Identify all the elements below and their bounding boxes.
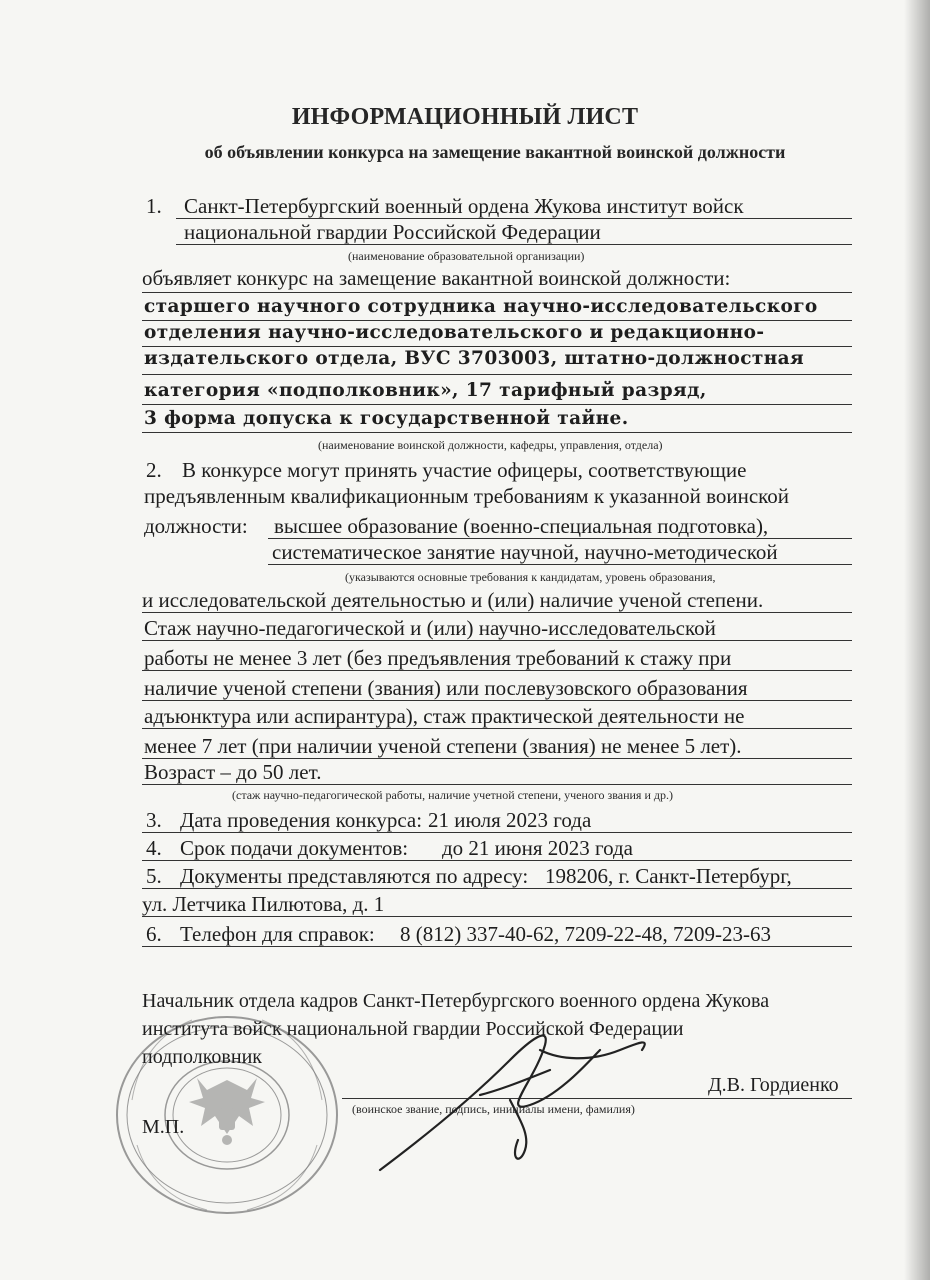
underline	[142, 404, 852, 405]
underline	[268, 538, 852, 539]
underline	[142, 728, 852, 729]
section1-org-caption: (наименование образовательной организации)	[348, 249, 585, 263]
requirement-line: наличие ученой степени (звания) или послевузовского образования	[144, 676, 748, 700]
section3-label: Дата проведения конкурса:	[180, 808, 423, 832]
signatory-name: Д.В. Гордиенко	[708, 1074, 839, 1096]
section6-value: 8 (812) 337-40-62, 7209-22-48, 7209-23-63	[400, 922, 771, 946]
section1-announce: объявляет конкурс на замещение вакантной воинской должности:	[142, 266, 731, 290]
section4-value: до 21 июня 2023 года	[442, 836, 633, 860]
section2-line3-value: высшее образование (военно-специальная подготовка),	[274, 514, 769, 538]
section1-org-line2: национальной гвардии Российской Федерации	[184, 220, 601, 244]
section5-value: 198206, г. Санкт-Петербург,	[545, 864, 792, 888]
section3-value: 21 июля 2023 года	[428, 808, 592, 832]
section4-label: Срок подачи документов:	[180, 836, 409, 860]
underline	[142, 946, 852, 947]
underline	[142, 374, 852, 375]
official-seal-stamp	[112, 1010, 342, 1220]
section6-label: Телефон для справок:	[180, 922, 375, 946]
underline	[142, 758, 852, 759]
underline	[268, 564, 852, 565]
underline	[142, 640, 852, 641]
requirement-line: и исследовательской деятельностью и (или) наличие ученой степени.	[142, 588, 764, 612]
position-line: категория «подполковник», 17 тарифный разряд,	[144, 380, 707, 401]
requirement-line: адъюнктура или аспирантура), стаж практической деятельности не	[144, 704, 745, 728]
section1-position-caption: (наименование воинской должности, кафедры, управления, отдела)	[318, 438, 663, 452]
document-subtitle: об объявлении конкурса на замещение вакантной воинской должности	[204, 142, 786, 162]
section2-line4: систематическое занятие научной, научно-методической	[272, 540, 778, 564]
page-edge-shadow	[904, 0, 930, 1280]
mp-label: М.П.	[142, 1116, 185, 1138]
section2-number: 2.	[146, 458, 162, 482]
underline	[142, 700, 852, 701]
section1-org-line1: Санкт-Петербургский военный ордена Жукова институт войск	[184, 194, 744, 218]
section2-caption2: (стаж научно-педагогической работы, наличие учетной степени, ученого звания и др.)	[232, 788, 673, 802]
requirement-line: Стаж научно-педагогической и (или) научно-исследовательской	[144, 616, 716, 640]
underline	[142, 832, 852, 833]
underline	[142, 612, 852, 613]
underline	[142, 292, 852, 293]
section2-line3-label: должности:	[144, 514, 248, 538]
underline	[142, 888, 852, 889]
section6-number: 6.	[146, 922, 162, 946]
underline	[142, 916, 852, 917]
section5-number: 5.	[146, 864, 162, 888]
underline	[176, 218, 852, 219]
handwritten-signature	[360, 1020, 660, 1180]
section4-number: 4.	[146, 836, 162, 860]
position-line: старшего научного сотрудника научно-исследовательского	[144, 296, 818, 317]
section2-caption1: (указываются основные требования к кандидатам, уровень образования,	[345, 570, 716, 584]
section2-line1: В конкурсе могут принять участие офицеры, соответствующие	[182, 458, 747, 482]
requirement-line: менее 7 лет (при наличии ученой степени (звания) не менее 5 лет).	[144, 734, 742, 758]
section5-line2: ул. Летчика Пилютова, д. 1	[142, 892, 385, 916]
section3-number: 3.	[146, 808, 162, 832]
section5-label: Документы представляются по адресу:	[180, 864, 529, 888]
position-line: отделения научно-исследовательского и редакционно-	[144, 322, 765, 343]
position-line: издательского отдела, ВУС 3703003, штатно-должностная	[144, 348, 805, 369]
underline	[142, 346, 852, 347]
underline	[142, 784, 852, 785]
signature-rank: подполковник	[142, 1046, 262, 1068]
underline	[142, 320, 852, 321]
signature-caption: (воинское звание, подпись, инициалы имени, фамилия)	[352, 1102, 635, 1116]
position-line: 3 форма допуска к государственной тайне.	[144, 408, 629, 429]
signature-title-line1: Начальник отдела кадров Санкт-Петербургского военного ордена Жукова	[142, 990, 770, 1012]
document-title: ИНФОРМАЦИОННЫЙ ЛИСТ	[291, 104, 639, 130]
underline	[176, 244, 852, 245]
signature-title-line2: института войск национальной гвардии Российской Федерации	[142, 1018, 684, 1040]
section1-number: 1.	[146, 194, 162, 218]
underline	[142, 860, 852, 861]
underline	[142, 670, 852, 671]
requirement-line: Возраст – до 50 лет.	[144, 760, 322, 784]
underline	[142, 432, 852, 433]
requirement-line: работы не менее 3 лет (без предъявления требований к стажу при	[144, 646, 732, 670]
section2-line2: предъявленным квалификационным требованиям к указанной воинской	[144, 484, 790, 508]
